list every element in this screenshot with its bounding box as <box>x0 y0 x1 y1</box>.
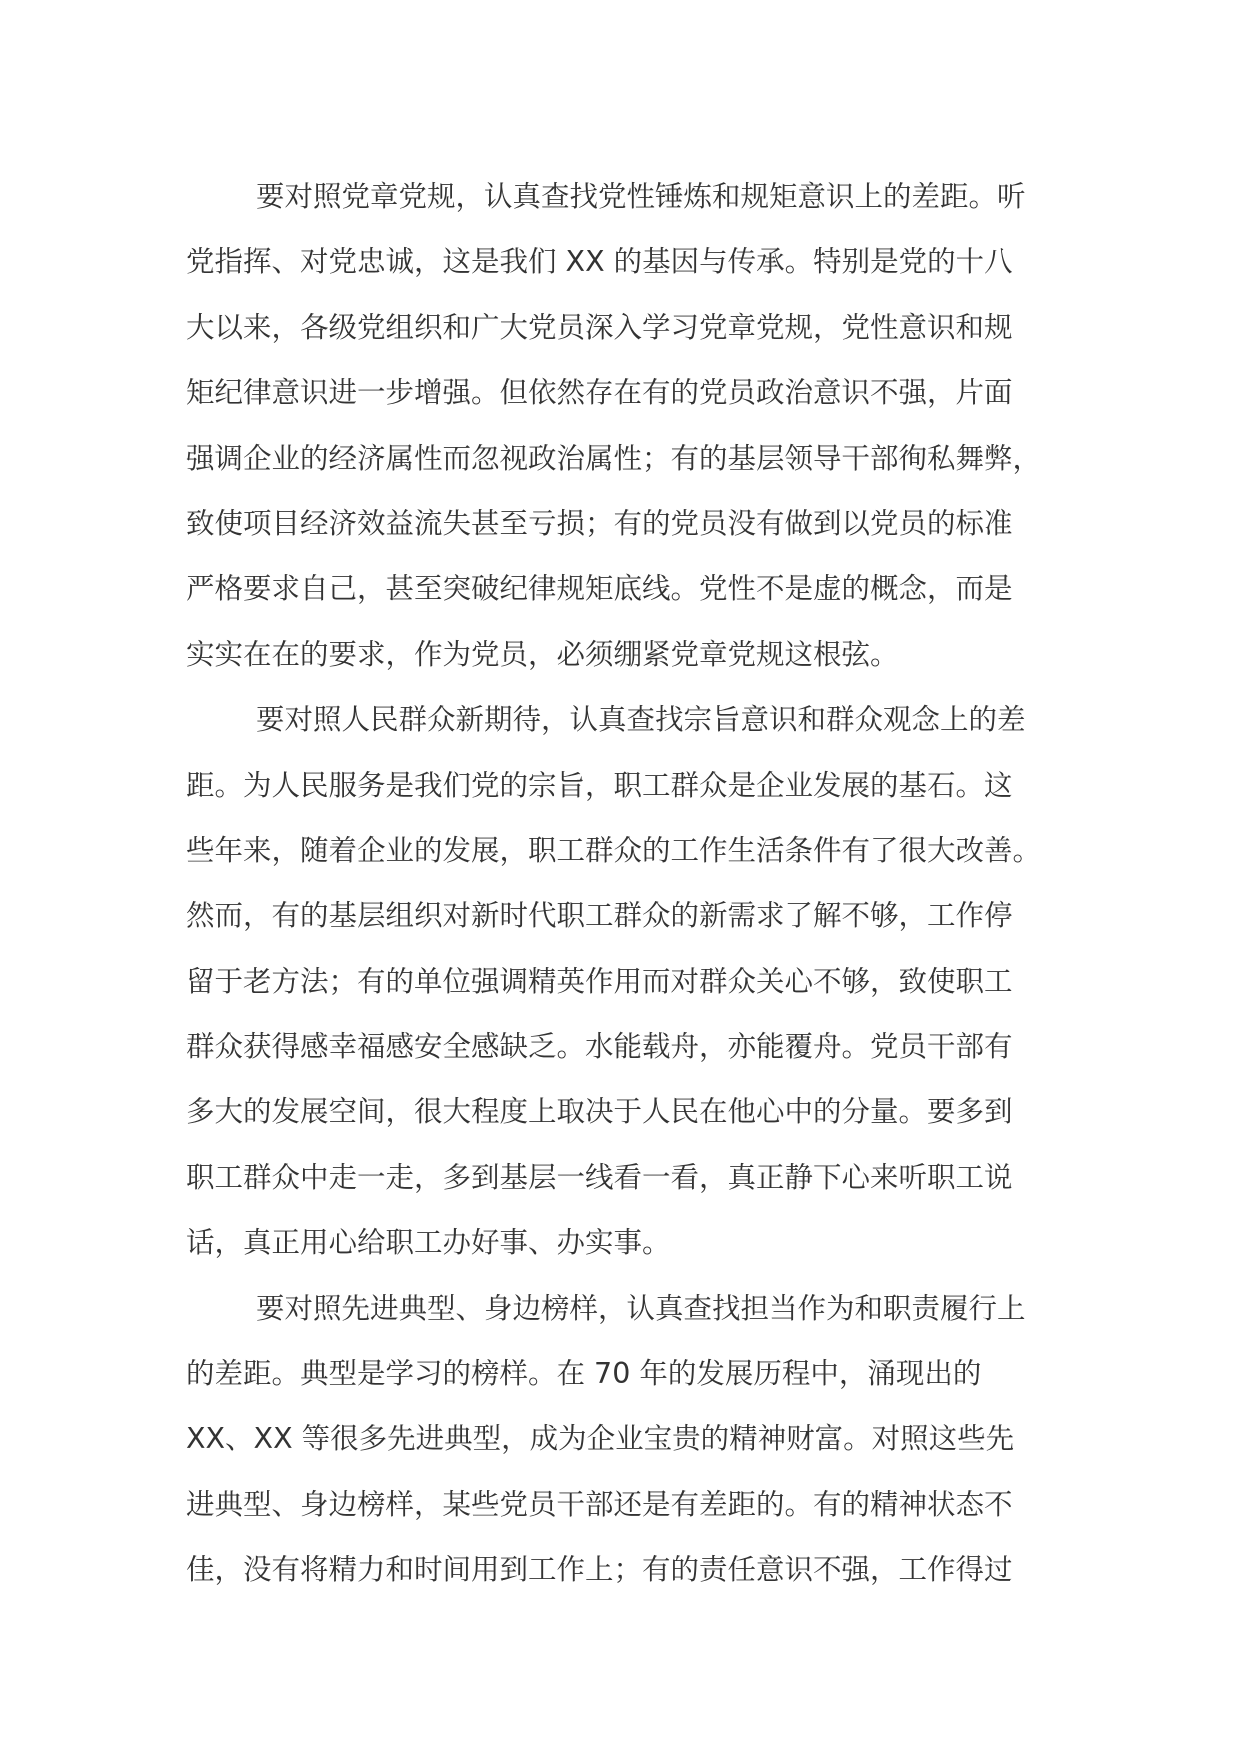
document-body <box>186 164 1066 1603</box>
paragraph-line: 强调企业的经济属性而忽视政治属性；有的基层领导干部徇私舞弊， <box>186 441 1042 475</box>
paragraph-party-constitution <box>186 164 1066 687</box>
paragraph-line: 群众获得感幸福感安全感缺乏。水能载舟，亦能覆舟。党员干部有 <box>186 1030 1013 1064</box>
paragraph-line: 要对照党章党规，认真查找党性锤炼和规矩意识上的差距。听 <box>256 180 1026 213</box>
paragraph-line: 留于老方法；有的单位强调精英作用而对群众关心不够，致使职工 <box>186 964 1013 998</box>
paragraph-line: 实实在在的要求，作为党员，必须绷紧党章党规这根弦。 <box>186 637 899 671</box>
paragraph-line: 然而，有的基层组织对新时代职工群众的新需求了解不够，工作停 <box>186 899 1013 933</box>
paragraph-people-expectations <box>186 687 1066 1276</box>
paragraph-advanced-models <box>186 1276 1066 1603</box>
paragraph-line: 进典型、身边榜样，某些党员干部还是有差距的。有的精神状态不 <box>186 1487 1013 1521</box>
paragraph-line: 的差距。典型是学习的榜样。在 70 年的发展历程中，涌现出的 <box>186 1357 982 1391</box>
paragraph-line: 党指挥、对党忠诚，这是我们 XX 的基因与传承。特别是党的十八 <box>186 245 1013 279</box>
paragraph-line: 要对照先进典型、身边榜样，认真查找担当作为和职责履行上 <box>256 1291 1026 1325</box>
paragraph-line: 话，真正用心给职工办好事、办实事。 <box>186 1226 671 1260</box>
paragraph-line: 严格要求自己，甚至突破纪律规矩底线。党性不是虚的概念，而是 <box>186 572 1013 606</box>
paragraph-line: 大以来，各级党组织和广大党员深入学习党章党规，党性意识和规 <box>186 310 1013 344</box>
paragraph-line: 佳，没有将精力和时间用到工作上；有的责任意识不强，工作得过 <box>186 1553 1013 1587</box>
paragraph-line: 距。为人民服务是我们党的宗旨，职工群众是企业发展的基石。这 <box>186 768 1013 802</box>
paragraph-line: 些年来，随着企业的发展，职工群众的工作生活条件有了很大改善。 <box>186 833 1042 867</box>
paragraph-line: 矩纪律意识进一步增强。但依然存在有的党员政治意识不强，片面 <box>186 376 1013 410</box>
paragraph-line: 致使项目经济效益流失甚至亏损；有的党员没有做到以党员的标准 <box>186 506 1013 540</box>
paragraph-line: XX、XX 等很多先进典型，成为企业宝贵的精神财富。对照这些先 <box>186 1422 1015 1456</box>
paragraph-line: 多大的发展空间，很大程度上取决于人民在他心中的分量。要多到 <box>186 1095 1013 1129</box>
paragraph-line: 职工群众中走一走，多到基层一线看一看，真正静下心来听职工说 <box>186 1160 1013 1194</box>
paragraph-line: 要对照人民群众新期待，认真查找宗旨意识和群众观念上的差 <box>256 703 1026 737</box>
